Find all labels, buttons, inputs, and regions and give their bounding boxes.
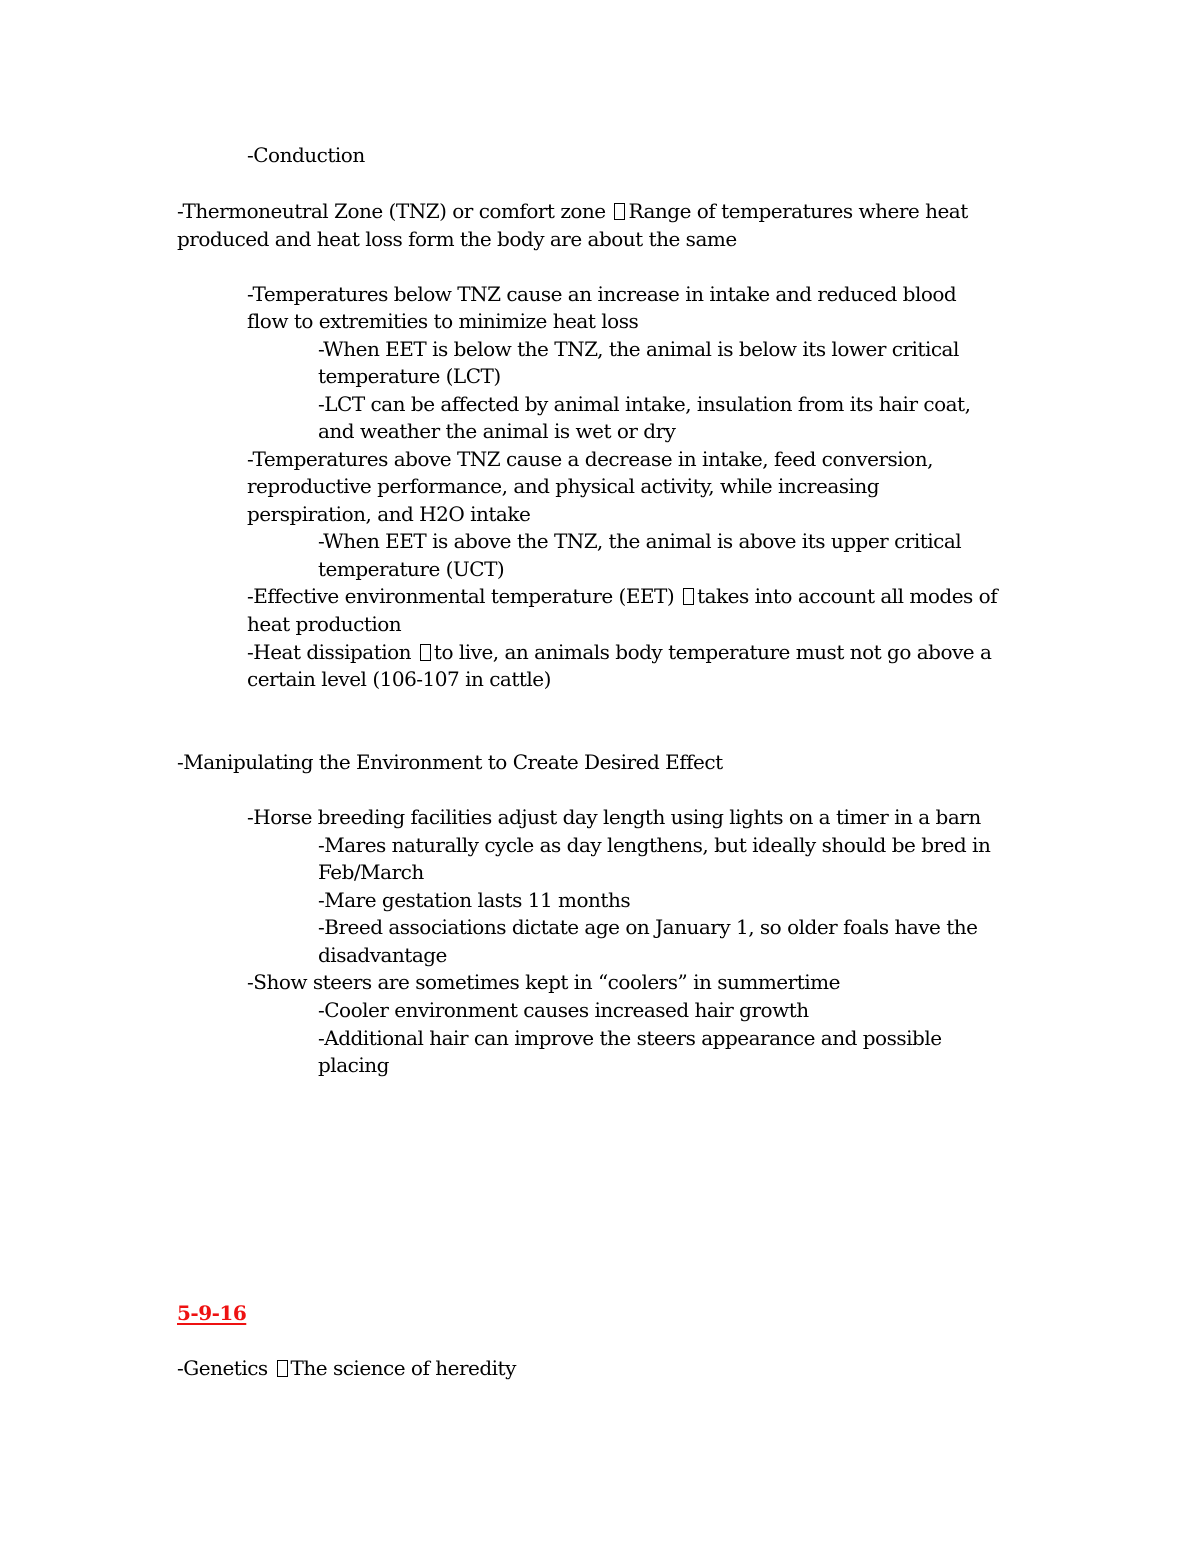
text: The science of heredity (290, 1356, 516, 1380)
outline-item-genetics (177, 1355, 516, 1382)
text: 5-9-16 (177, 1301, 247, 1325)
text: -Mares naturally cycle as day lengthens, but ideally should be bred in (318, 833, 991, 857)
outline-item-above-tnz-cont2 (247, 501, 530, 528)
text: certain level (106-107 in cattle) (247, 667, 551, 691)
text: -Cooler environment causes increased hair growth (318, 998, 809, 1022)
outline-item-above-tnz (247, 446, 933, 473)
outline-item-below-tnz-cont (247, 308, 638, 335)
outline-item-horse (247, 804, 981, 831)
text: -When EET is above the TNZ, the animal is above its upper critical (318, 529, 962, 553)
text: placing (318, 1053, 389, 1077)
outline-item-eet (247, 583, 997, 610)
text: -Thermoneutral Zone (TNZ) or comfort zone (177, 199, 606, 223)
text: produced and heat loss form the body are about the same (177, 227, 737, 251)
outline-item-above-tnz-cont (247, 473, 879, 500)
text: -Show steers are sometimes kept in “coolers” in summertime (247, 970, 840, 994)
outline-item-heat (247, 639, 991, 666)
outline-item-tnz-cont (177, 226, 737, 253)
outline-item-conduction (247, 142, 365, 169)
outline-item-hair (318, 1025, 942, 1052)
outline-item-cooler (318, 997, 809, 1024)
text: heat production (247, 612, 402, 636)
outline-item-breed (318, 914, 978, 941)
outline-item-below-eet-cont (318, 363, 501, 390)
text: -Effective environmental temperature (EET) (247, 584, 675, 608)
text: -When EET is below the TNZ, the animal is below its lower critical (318, 337, 959, 361)
arrow-glyph-icon (683, 588, 694, 605)
text: -Manipulating the Environment to Create Desired Effect (177, 750, 723, 774)
outline-item-manipulating (177, 749, 723, 776)
text: -Mare gestation lasts 11 months (318, 888, 631, 912)
outline-item-breed-cont (318, 942, 447, 969)
text: to live, an animals body temperature must not go above a (433, 640, 992, 664)
date-heading (177, 1300, 246, 1327)
text: Feb/March (318, 860, 424, 884)
text: temperature (UCT) (318, 557, 505, 581)
outline-item-tnz (177, 198, 968, 225)
text: perspiration, and H2O intake (247, 502, 531, 526)
arrow-glyph-icon (420, 644, 431, 661)
outline-item-heat-cont (247, 666, 551, 693)
outline-item-lct-cont (318, 418, 675, 445)
text: disadvantage (318, 943, 447, 967)
text: -Temperatures above TNZ cause a decrease in intake, feed conversion, (247, 447, 933, 471)
text: -Temperatures below TNZ cause an increase in intake and reduced blood (247, 282, 957, 306)
text: -Conduction (247, 143, 365, 167)
text: Range of temperatures where heat (628, 199, 968, 223)
outline-item-below-eet (318, 336, 959, 363)
outline-item-above-eet (318, 528, 961, 555)
text: takes into account all modes of (697, 584, 998, 608)
outline-item-below-tnz (247, 281, 956, 308)
outline-item-hair-cont (318, 1052, 389, 1079)
outline-item-eet-cont (247, 611, 401, 638)
outline-item-steers (247, 969, 840, 996)
outline-item-mares (318, 832, 990, 859)
outline-item-above-eet-cont (318, 556, 504, 583)
text: -Horse breeding facilities adjust day length using lights on a timer in a barn (247, 805, 981, 829)
outline-item-lct (318, 391, 970, 418)
outline-item-mares-cont (318, 859, 424, 886)
arrow-glyph-icon (277, 1360, 288, 1377)
text: temperature (LCT) (318, 364, 501, 388)
text: and weather the animal is wet or dry (318, 419, 676, 443)
text: -Genetics (177, 1356, 268, 1380)
text: -Breed associations dictate age on January 1, so older foals have the (318, 915, 978, 939)
text: -Additional hair can improve the steers appearance and possible (318, 1026, 942, 1050)
outline-item-gestation (318, 887, 630, 914)
text: flow to extremities to minimize heat loss (247, 309, 639, 333)
text: -LCT can be affected by animal intake, insulation from its hair coat, (318, 392, 971, 416)
arrow-glyph-icon (614, 203, 625, 220)
text: -Heat dissipation (247, 640, 412, 664)
text: reproductive performance, and physical activity, while increasing (247, 474, 880, 498)
